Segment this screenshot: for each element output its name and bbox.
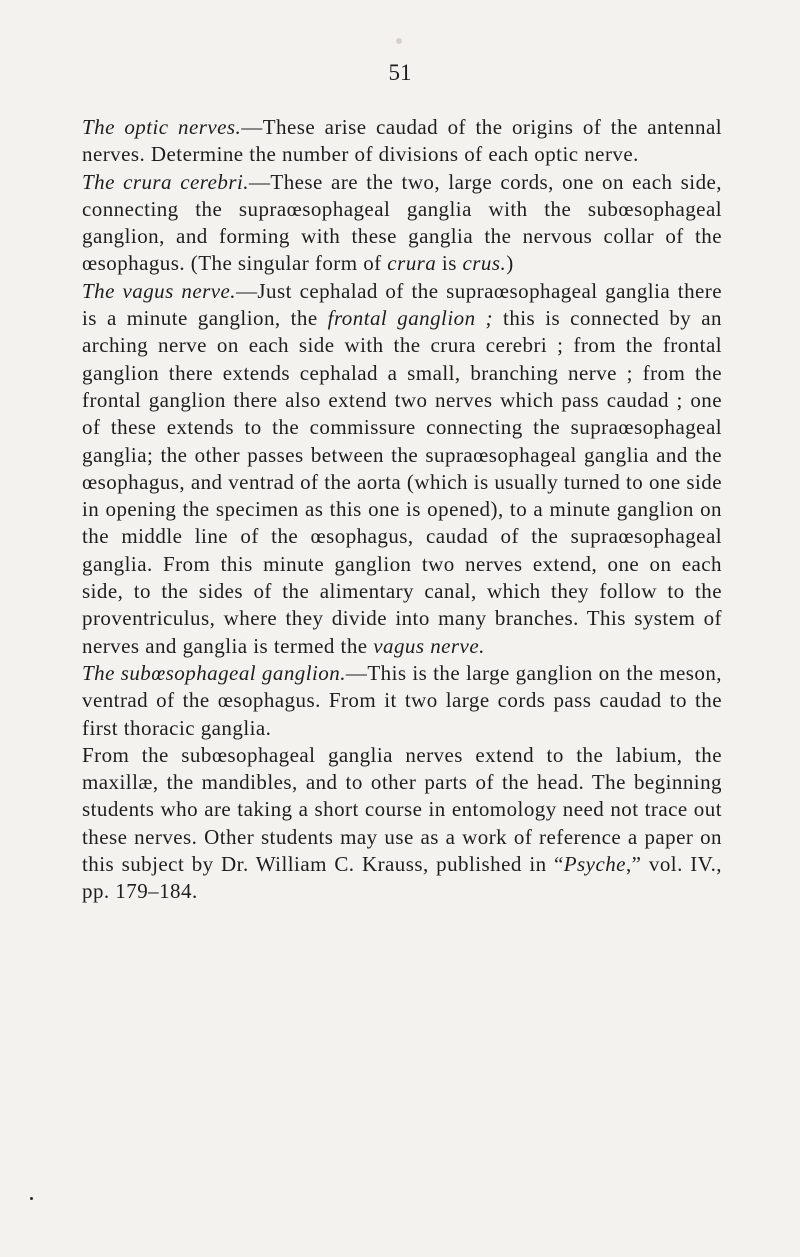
heading-subesophageal-ganglion: The subœsophageal ganglion.: [82, 660, 346, 685]
paragraph-crura-cerebri: [82, 169, 722, 278]
body-nerves-of-head-2: ,” vol. IV., pp. 179–184.: [82, 852, 722, 904]
body-crura-cerebri-1: —These are the two, large cords, one on each side, connecting the supraœsophageal ganglia with the subœsophageal ganglion, and forming with these ganglia the nervous collar of the œsophagus. (The singular form of: [82, 169, 722, 276]
heading-vagus-nerve: The vagus nerve.: [82, 278, 236, 303]
term-frontal-ganglion: frontal ganglion ;: [327, 306, 493, 331]
term-crura: crura: [387, 251, 437, 276]
term-vagus-nerve: vagus nerve.: [373, 633, 485, 658]
printed-margin-mark: [30, 1197, 33, 1200]
body-crura-cerebri-2: is: [436, 251, 463, 276]
page-text: [82, 114, 722, 906]
printed-dot: [396, 38, 402, 44]
paragraph-nerves-of-head: [82, 742, 722, 906]
heading-crura-cerebri: The crura cerebri.: [82, 169, 249, 194]
paragraph-vagus-nerve: [82, 278, 722, 660]
body-optic-nerves: —These arise caudad of the origins of the antennal nerves. Determine the number of divisions of each optic nerve.: [82, 115, 722, 167]
page-number: 51: [388, 60, 412, 85]
body-vagus-nerve-1: —Just cephalad of the supraœsophageal ganglia there is a minute ganglion, the: [82, 278, 722, 331]
body-crura-cerebri-3: ): [506, 251, 514, 276]
term-psyche: Psyche: [563, 852, 626, 877]
paragraph-subesophageal-ganglion: [82, 660, 722, 742]
heading-optic-nerves: The optic nerves.: [82, 115, 242, 139]
body-nerves-of-head-1: From the subœsophageal ganglia nerves extend to the labium, the maxillæ, the mandibles, and to other parts of the head. The beginning students who are taking a short course in entomology need not trace out these nerves. Other students may use as a work of reference a paper on this subject by Dr. William C. Krauss, published in “: [82, 742, 722, 877]
paragraph-optic-nerves: [82, 114, 722, 169]
body-vagus-nerve-2: this is connected by an arching nerve on each side with the crura cerebri ; from the frontal ganglion there extends cephalad a small, branching nerve ; from the frontal ganglion there also extend two nerves which pass caudad ; one of these extends to the commissure connecting the supraœsophageal ganglia; the other passes between the supraœsophageal ganglia and the œsophagus, and ventrad of the aorta (which is usually turned to one side in opening the specimen as this one is opened), to a minute ganglion on the middle line of the œsophagus, caudad of the supraœsophageal ganglia. From this minute ganglion two nerves extend, one on each side, to the sides of the alimentary canal, which they follow to the proventriculus, where they divide into many branches. This system of nerves and ganglia is termed the: [82, 306, 722, 658]
body-subesophageal-ganglion: —This is the large ganglion on the meson, ventrad of the œsophagus. From it two large cords pass caudad to the first thoracic ganglia.: [82, 660, 722, 740]
term-crus: crus.: [462, 251, 507, 276]
